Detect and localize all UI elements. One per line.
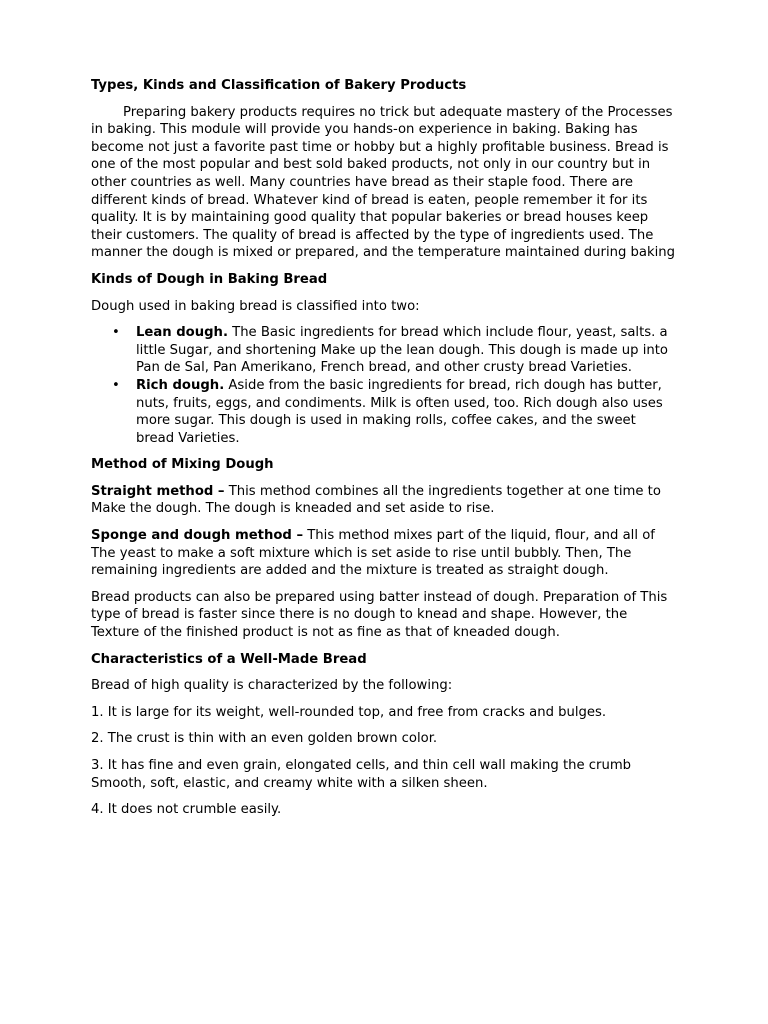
characteristic-item-1: 1. It is large for its weight, well-rounded top, and free from cracks and bulges. [91, 704, 607, 720]
characteristic-item-2: 2. The crust is thin with an even golden brown color. [91, 731, 438, 747]
methods-heading: Method of Mixing Dough [91, 457, 274, 473]
characteristic-item-3: 3. It has fine and even grain, elongated cells, and thin cell wall making the crumb Smooth, soft, elastic, and creamy white with a silken sheen. [91, 758, 632, 791]
list-item-rich-dough [91, 377, 676, 447]
straight-method-term: Straight method – [91, 483, 225, 499]
kinds-lead: Dough used in baking bread is classified into two: [91, 298, 420, 314]
straight-method-paragraph [91, 483, 676, 518]
rich-dough-text: Aside from the basic ingredients for bread, rich dough has butter, nuts, fruits, eggs, and condiments. Milk is often used, too. Rich dough also uses more sugar. This dough is used in making rolls, coffee cakes, and the sweet bread Varieties. [136, 377, 663, 446]
sponge-method-text: This method mixes part of the liquid, flour, and all of The yeast to make a soft mixture which is set aside to rise until bubbly. Then, The remaining ingredients are added and the mixture is treated as straight dough. [91, 528, 655, 579]
document-title: Types, Kinds and Classification of Bakery Products [91, 78, 467, 93]
lean-dough-text: The Basic ingredients for bread which include flour, yeast, salts. a little Sugar, and shortening Make up the lean dough. This dough is made up into Pan de Sal, Pan Amerikano, French bread, and other crusty bread Varieties. [136, 325, 668, 376]
characteristic-item-4: 4. It does not crumble easily. [91, 802, 282, 818]
straight-method-text: This method combines all the ingredients together at one time to Make the dough. The dough is kneaded and set aside to rise. [91, 483, 661, 517]
kinds-heading: Kinds of Dough in Baking Bread [91, 271, 328, 287]
bullet-icon: • [112, 377, 120, 393]
lean-dough-term: Lean dough. [136, 325, 228, 341]
bullet-icon: • [112, 325, 120, 341]
intro-paragraph: Preparing bakery products requires no trick but adequate mastery of the Processes in baking. This module will provide you hands-on experience in baking. Baking has become not just a favorite past time or hobby but a highly profitable business. Bread is one of the most popular and best sold baked products, not only in our country but in other countries as well. Many countries have bread as their staple food. There are different kinds of bread. Whatever kind of bread is eaten, people remember it for its quality. It is by maintaining good quality that popular bakeries or bread houses keep their customers. The quality of bread is affected by the type of ingredients used. The manner the dough is mixed or prepared, and the temperature maintained during baking [91, 104, 676, 261]
list-item-lean-dough [91, 324, 676, 377]
characteristics-heading: Characteristics of a Well-Made Bread [91, 651, 367, 667]
dough-kinds-list [91, 324, 676, 447]
sponge-method-term: Sponge and dough method – [91, 528, 304, 544]
rich-dough-term: Rich dough. [136, 377, 225, 393]
characteristics-lead: Bread of high quality is characterized by the following: [91, 678, 453, 694]
batter-paragraph: Bread products can also be prepared using batter instead of dough. Preparation of This type of bread is faster since there is no dough to knead and shape. However, the Texture of the finished product is not as fine as that of kneaded dough. [91, 589, 668, 641]
sponge-method-paragraph [91, 527, 676, 580]
